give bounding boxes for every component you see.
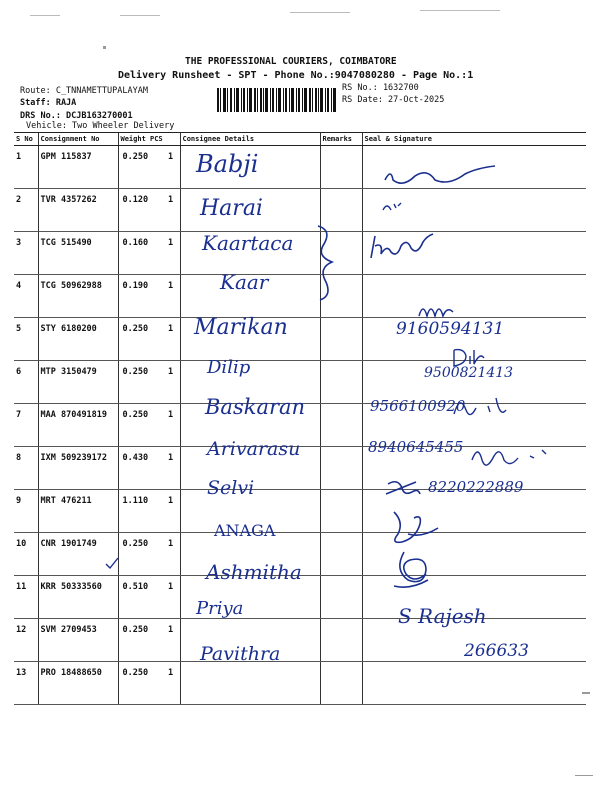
table-row — [14, 189, 586, 232]
pcs-cell: 1 — [166, 361, 180, 404]
handwritten-name: Kaartaca — [202, 231, 294, 255]
brace-mark — [310, 222, 340, 302]
seal-cell — [362, 275, 586, 318]
col-consignee-header: Consignee Details — [180, 133, 320, 146]
col-seal-header: Seal & Signature — [362, 133, 586, 146]
col-sno-header: S No — [14, 133, 38, 146]
col-remarks-header: Remarks — [320, 133, 362, 146]
handwritten-phone: 8940645455 — [368, 438, 464, 456]
sno-cell: 8 — [14, 447, 38, 490]
remarks-cell — [320, 533, 362, 576]
scan-speck — [575, 775, 593, 776]
weight-cell: 0.120 — [118, 189, 166, 232]
handwritten-name: Priya — [196, 598, 244, 619]
handwritten-name: Harai — [200, 196, 263, 221]
company-name: THE PROFESSIONAL COURIERS, COIMBATORE — [185, 56, 397, 67]
handwritten-name: Ashmitha — [206, 560, 302, 584]
weight-cell: 0.160 — [118, 232, 166, 275]
handwritten-name: Marikan — [194, 315, 288, 340]
remarks-cell — [320, 318, 362, 361]
pcs-cell: 1 — [166, 318, 180, 361]
remarks-cell — [320, 662, 362, 705]
pcs-cell: 1 — [166, 447, 180, 490]
handwritten-name: Arivarasu — [207, 438, 301, 460]
consignment-cell: MTP 3150479 — [38, 361, 118, 404]
table-header-row — [14, 133, 586, 146]
weight-cell: 0.250 — [118, 662, 166, 705]
sno-cell: 7 — [14, 404, 38, 447]
weight-cell: 0.250 — [118, 146, 166, 189]
pcs-cell: 1 — [166, 146, 180, 189]
handwritten-phone: 8220222889 — [428, 478, 524, 496]
weight-cell: 0.250 — [118, 533, 166, 576]
consignment-cell: STY 6180200 — [38, 318, 118, 361]
consignment-cell: MRT 476211 — [38, 490, 118, 533]
signature-scribble — [365, 228, 440, 268]
handwritten-phone: 9160594131 — [396, 319, 505, 339]
signature-scribble — [388, 548, 438, 592]
signature-scribble — [450, 346, 490, 368]
weight-cell: 0.250 — [118, 361, 166, 404]
sno-cell: 12 — [14, 619, 38, 662]
remarks-cell — [320, 447, 362, 490]
staff-label: Staff: RAJA — [20, 98, 77, 108]
sno-cell: 9 — [14, 490, 38, 533]
signature-scribble — [468, 440, 558, 475]
handwritten-name: ANAGA — [214, 521, 276, 540]
sno-cell: 1 — [14, 146, 38, 189]
scan-speck — [103, 46, 106, 49]
weight-cell: 0.430 — [118, 447, 166, 490]
handwritten-phone: 266633 — [464, 641, 529, 661]
scan-speck — [582, 692, 590, 694]
weight-cell: 0.250 — [118, 404, 166, 447]
signature-scribble — [416, 300, 456, 320]
sno-cell: 6 — [14, 361, 38, 404]
signature-scribble — [380, 198, 410, 216]
pcs-cell: 1 — [166, 662, 180, 705]
scan-speck — [290, 12, 350, 13]
sno-cell: 11 — [14, 576, 38, 619]
seal-cell — [362, 662, 586, 705]
pcs-cell: 1 — [166, 189, 180, 232]
handwritten-name: Dilip — [207, 357, 251, 378]
pcs-cell: 1 — [166, 404, 180, 447]
consignment-cell: PRO 18488650 — [38, 662, 118, 705]
sno-cell: 3 — [14, 232, 38, 275]
remarks-cell — [320, 576, 362, 619]
rs-date: RS Date: 27-Oct-2025 — [342, 95, 445, 105]
sno-cell: 13 — [14, 662, 38, 705]
weight-cell: 0.510 — [118, 576, 166, 619]
signature-scribble — [384, 508, 444, 548]
vehicle-label: Vehicle: Two Wheeler Delivery — [26, 121, 175, 131]
signature-scribble — [380, 160, 510, 190]
remarks-cell — [320, 361, 362, 404]
consignment-cell: TVR 4357262 — [38, 189, 118, 232]
handwritten-signature: S Rajesh — [398, 604, 487, 628]
consignee-cell — [180, 662, 320, 705]
runsheet-subtitle: Delivery Runsheet - SPT - Phone No.:9047080280 - Page No.:1 — [118, 70, 474, 81]
sno-cell: 4 — [14, 275, 38, 318]
weight-cell: 1.110 — [118, 490, 166, 533]
col-weight-pcs-header: Weight PCS — [118, 133, 180, 146]
table-row — [14, 232, 586, 275]
signature-scribble — [448, 388, 518, 428]
remarks-cell — [320, 490, 362, 533]
remarks-cell — [320, 146, 362, 189]
handwritten-name: Babji — [196, 150, 259, 178]
pcs-cell: 1 — [166, 576, 180, 619]
consignment-cell: CNR 1901749 — [38, 533, 118, 576]
pcs-cell: 1 — [166, 490, 180, 533]
pcs-cell: 1 — [166, 275, 180, 318]
rs-number: RS No.: 1632700 — [342, 83, 419, 93]
handwritten-name: Pavithra — [200, 643, 281, 665]
scan-speck — [30, 15, 60, 16]
consignment-cell: TCG 50962988 — [38, 275, 118, 318]
handwritten-name: Selvi — [207, 477, 255, 499]
scan-speck — [120, 15, 160, 16]
table-row — [14, 662, 586, 705]
consignment-cell: KRR 50333560 — [38, 576, 118, 619]
pcs-cell: 1 — [166, 533, 180, 576]
weight-cell: 0.250 — [118, 619, 166, 662]
consignment-cell: MAA 870491819 — [38, 404, 118, 447]
handwritten-name: Kaar — [220, 270, 269, 294]
consignment-cell: TCG 515490 — [38, 232, 118, 275]
barcode-image — [217, 88, 337, 112]
check-mark — [104, 556, 120, 570]
handwritten-phone: 9566100920 — [370, 397, 466, 415]
handwritten-phone: 9500821413 — [424, 365, 514, 381]
remarks-cell — [320, 404, 362, 447]
drs-label: DRS No.: DCJB163270001 — [20, 111, 133, 121]
scan-speck — [420, 10, 500, 11]
consignment-cell: IXM 509239172 — [38, 447, 118, 490]
remarks-cell — [320, 619, 362, 662]
sno-cell: 5 — [14, 318, 38, 361]
table-row — [14, 275, 586, 318]
consignment-cell: SVM 2709453 — [38, 619, 118, 662]
handwritten-name: Baskaran — [205, 395, 306, 419]
sno-cell: 10 — [14, 533, 38, 576]
col-consignment-header: Consignment No — [38, 133, 118, 146]
pcs-cell: 1 — [166, 619, 180, 662]
weight-cell: 0.190 — [118, 275, 166, 318]
consignment-cell: GPM 115837 — [38, 146, 118, 189]
route-label: Route: C_TNNAMETTUPALAYAM — [20, 86, 148, 96]
signature-scribble — [382, 474, 424, 500]
pcs-cell: 1 — [166, 232, 180, 275]
weight-cell: 0.250 — [118, 318, 166, 361]
sno-cell: 2 — [14, 189, 38, 232]
